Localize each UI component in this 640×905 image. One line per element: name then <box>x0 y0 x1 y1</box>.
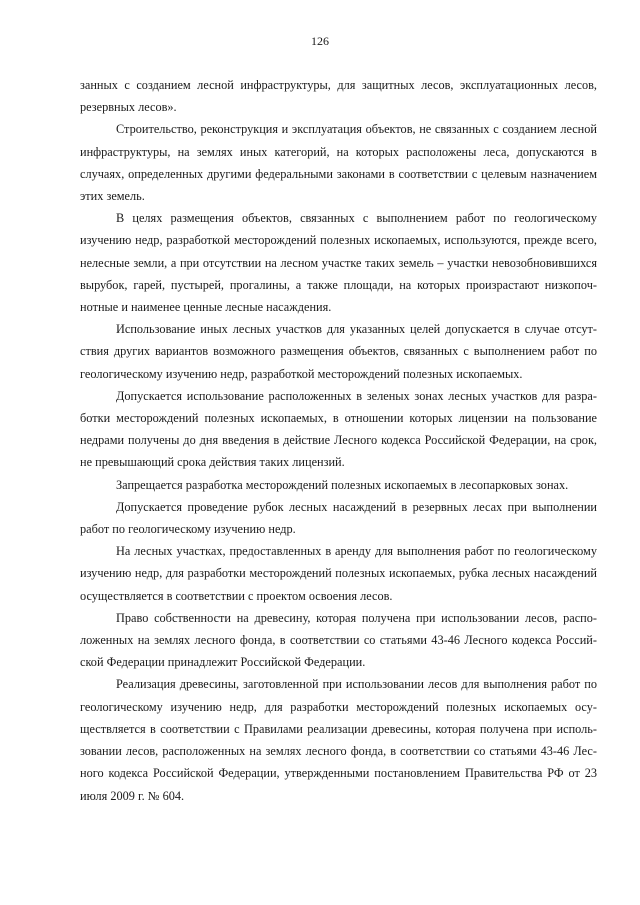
page-number: 126 <box>311 34 329 48</box>
paragraph-1: занных с созданием лесной инфраструктуры, для защитных лесов, эксплуатационных лесов, резервных лесов». <box>80 78 597 115</box>
paragraph-3: В целях размещения объектов, связанных с выполнением работ по геологическому изучению недр, разработкой месторождений полезных ископаемых, используются, прежде всего, нелесные земли, а при отсутствии на лесном участке таких земель – участки невозобновившихся вырубок, гарей, пустырей, прогалины, а также площади, на которых произрастают низкопочнотные и наименее ценные лесные насаждения. <box>80 211 597 315</box>
paragraph-10: Реализация древесины, заготовленной при использовании лесов для выполнения работ по геологическому изучению недр, для разработки месторождений полезных ископаемых осуществляется в соответствии с Правилами реализации древесины, которая получена при использовании лесов, расположенных на землях лесного фонда, в соответствии со статьями 43-46 Лесного кодекса Российской Федерации, утвержденными постановлением Правительства РФ от 23 июля 2009 г. № 604. <box>80 677 597 803</box>
paragraph-8: На лесных участках, предоставленных в аренду для выполнения работ по геологическому изучению недр, для разработки месторождений полезных ископаемых, рубка лесных насаждений осуществляется в соответствии с проектом освоения лесов. <box>80 544 597 603</box>
paragraph-4: Использование иных лесных участков для указанных целей допускается в случае отсутствия других вариантов возможного размещения объектов, связанных с выполнением работ по геологическому изучению недр, разработкой месторождений полезных ископаемых. <box>80 322 597 381</box>
body-text <box>80 74 597 807</box>
paragraph-7: Допускается проведение рубок лесных насаждений в резервных лесах при выполнении работ по геологическому изучению недр. <box>80 499 597 537</box>
paragraph-2: Строительство, реконструкция и эксплуатация объектов, не связанных с созданием лесной инфраструктуры, на землях иных категорий, на которых расположены леса, допускаются в случаях, определенных другими федеральными законами в соответствии с целевым назначением этих земель. <box>80 122 597 204</box>
paragraph-9: Право собственности на древесину, которая получена при использовании лесов, расположенных на землях лесного фонда, в соответствии со статьями 43-46 Лесного кодекса Российской Федерации принадлежит Российской Федерации. <box>80 610 597 670</box>
paragraph-5: Допускается использование расположенных в зеленых зонах лесных участков для разработки месторождений полезных ископаемых, в отношении которых лицензии на пользование недрами получены до дня введения в действие Лесного кодекса Российской Федерации, на срок, не превышающий срока действия таких лицензий. <box>80 388 597 470</box>
paragraph-6: Запрещается разработка месторождений полезных ископаемых в лесопарковых зонах. <box>116 477 569 492</box>
